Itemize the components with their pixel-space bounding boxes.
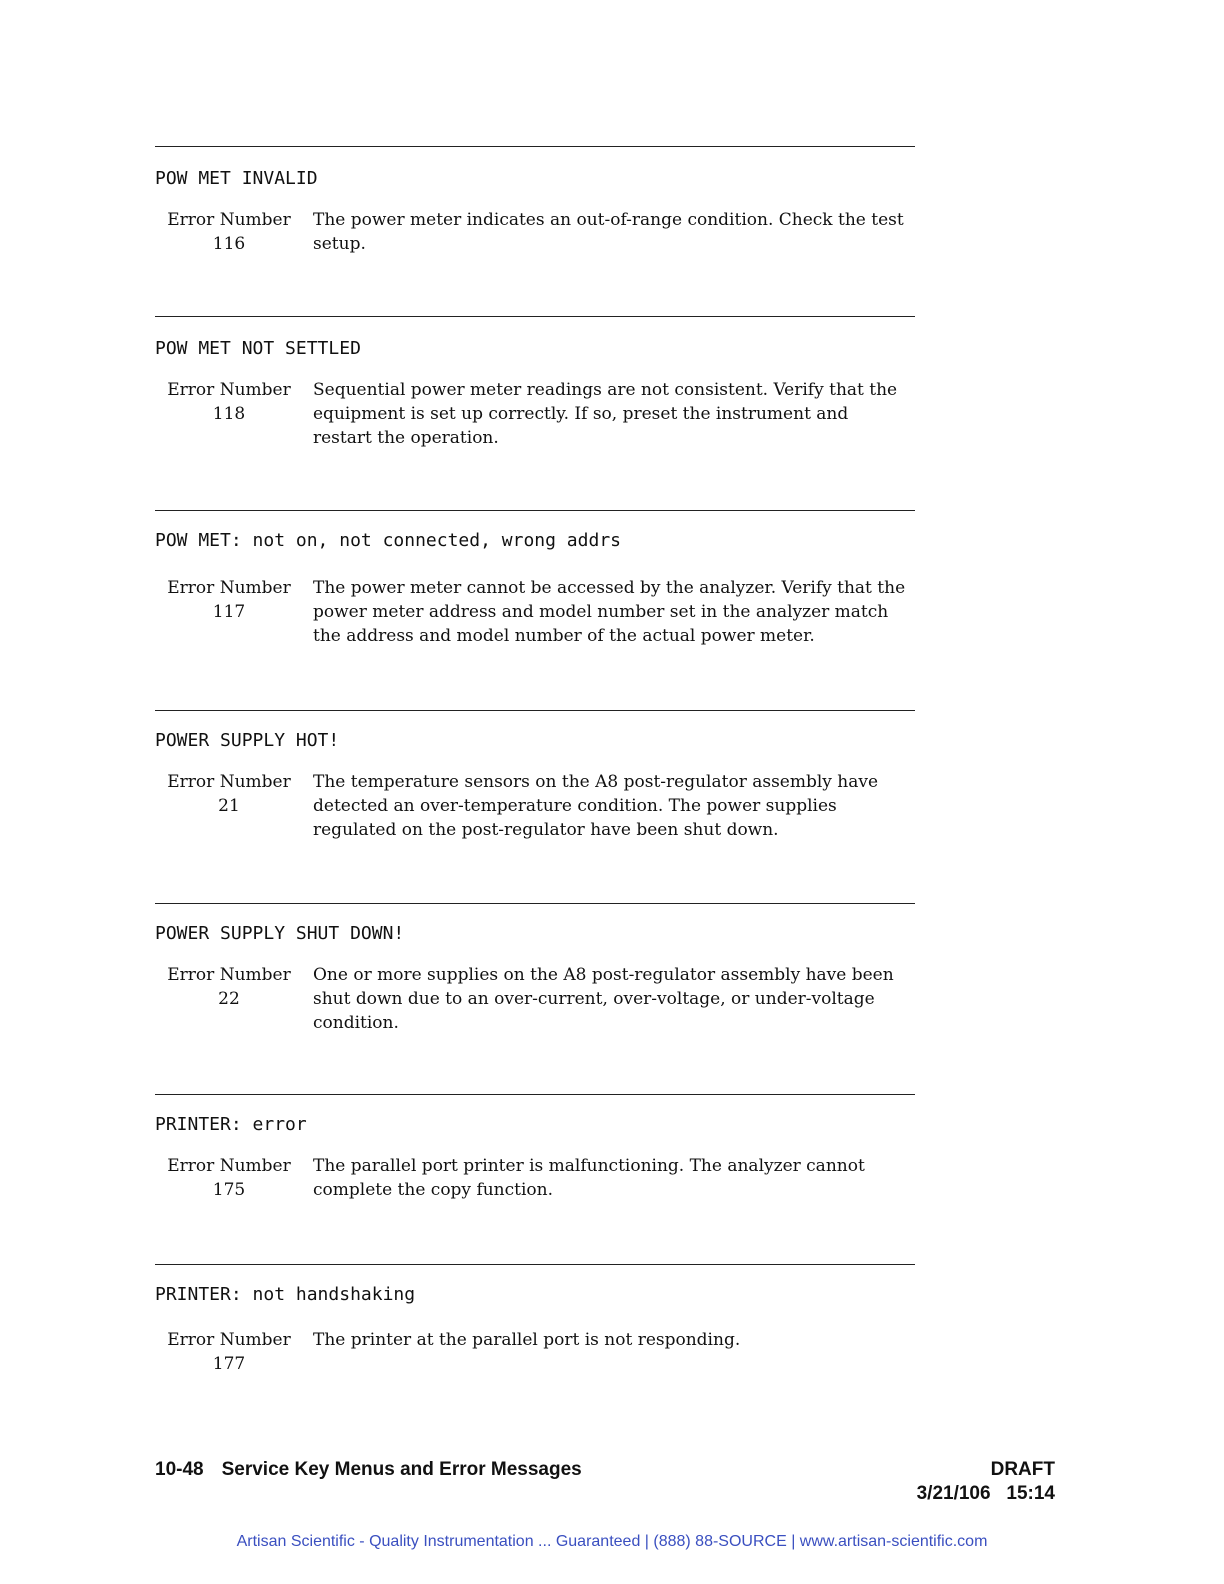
error-number-label — [167, 1328, 291, 1376]
section-divider — [155, 1264, 915, 1265]
section-divider — [155, 146, 915, 147]
error-description: The power meter cannot be accessed by the analyzer. Verify that the power meter address and model number set in the analyzer match the address and model number of the actual power meter. — [313, 578, 906, 646]
error-number-label — [167, 378, 291, 426]
error-number-value: 177 — [212, 1354, 246, 1374]
error-message-title: POW MET INVALID — [155, 168, 318, 189]
page-number: 10-48 — [155, 1459, 204, 1480]
error-entry-power-supply-shut-down — [155, 903, 915, 1033]
section-divider — [155, 903, 915, 904]
section-divider — [155, 316, 915, 317]
error-message-title: POW MET: not on, not connected, wrong addrs — [155, 530, 621, 551]
error-description: The printer at the parallel port is not responding. — [313, 1330, 741, 1350]
error-number-value: 175 — [212, 1180, 246, 1200]
error-message-title: PRINTER: error — [155, 1114, 307, 1135]
error-number-value: 21 — [218, 796, 240, 816]
error-number-value: 117 — [212, 602, 246, 622]
error-message-title: PRINTER: not handshaking — [155, 1284, 416, 1305]
error-message-title: POWER SUPPLY HOT! — [155, 730, 340, 751]
error-number-caption: Error Number — [167, 772, 291, 792]
error-number-caption: Error Number — [167, 1330, 291, 1350]
draft-date-time: 3/21/106 15:14 — [916, 1483, 1055, 1504]
error-number-caption: Error Number — [167, 380, 291, 400]
error-number-label — [167, 576, 291, 624]
footer-left — [155, 1458, 582, 1482]
error-number-value: 118 — [212, 404, 246, 424]
section-divider — [155, 1094, 915, 1095]
error-entry-pow-met-invalid — [155, 146, 915, 254]
footer-right — [917, 1458, 1055, 1506]
error-entry-pow-met-not-settled — [155, 316, 915, 448]
error-message-title: POWER SUPPLY SHUT DOWN! — [155, 923, 405, 944]
error-description: One or more supplies on the A8 post-regulator assembly have been shut down due to an over-current, over-voltage, or under-voltage condition. — [313, 965, 894, 1033]
error-number-label — [167, 770, 291, 818]
error-number-caption: Error Number — [167, 1156, 291, 1176]
error-description: Sequential power meter readings are not consistent. Verify that the equipment is set up correctly. If so, preset the instrument and restart the operation. — [313, 380, 898, 448]
error-number-caption: Error Number — [167, 965, 291, 985]
error-number-value: 116 — [212, 234, 246, 254]
error-number-label — [167, 208, 291, 256]
error-message-title: POW MET NOT SETTLED — [155, 338, 361, 359]
section-title: Service Key Menus and Error Messages — [221, 1459, 582, 1480]
error-number-caption: Error Number — [167, 578, 291, 598]
error-description: The parallel port printer is malfunctioning. The analyzer cannot complete the copy function. — [313, 1156, 865, 1200]
error-number-label — [167, 1154, 291, 1202]
section-divider — [155, 510, 915, 511]
error-entry-power-supply-hot — [155, 710, 915, 840]
section-divider — [155, 710, 915, 711]
error-number-label — [167, 963, 291, 1011]
error-entry-printer-not-handshaking — [155, 1264, 915, 1374]
error-entry-printer-error — [155, 1094, 915, 1200]
draft-label: DRAFT — [990, 1459, 1055, 1480]
error-description: The power meter indicates an out-of-range condition. Check the test setup. — [313, 210, 904, 254]
error-entry-pow-met-not-on — [155, 510, 915, 646]
error-number-value: 22 — [218, 989, 240, 1009]
watermark-footer-text: Artisan Scientific - Quality Instrumentation ... Guaranteed | (888) 88-SOURCE | www.artisan-scientific.com — [236, 1533, 988, 1550]
error-description: The temperature sensors on the A8 post-regulator assembly have detected an over-temperature condition. The power supplies regulated on the post-regulator have been shut down. — [313, 772, 879, 840]
error-number-caption: Error Number — [167, 210, 291, 230]
